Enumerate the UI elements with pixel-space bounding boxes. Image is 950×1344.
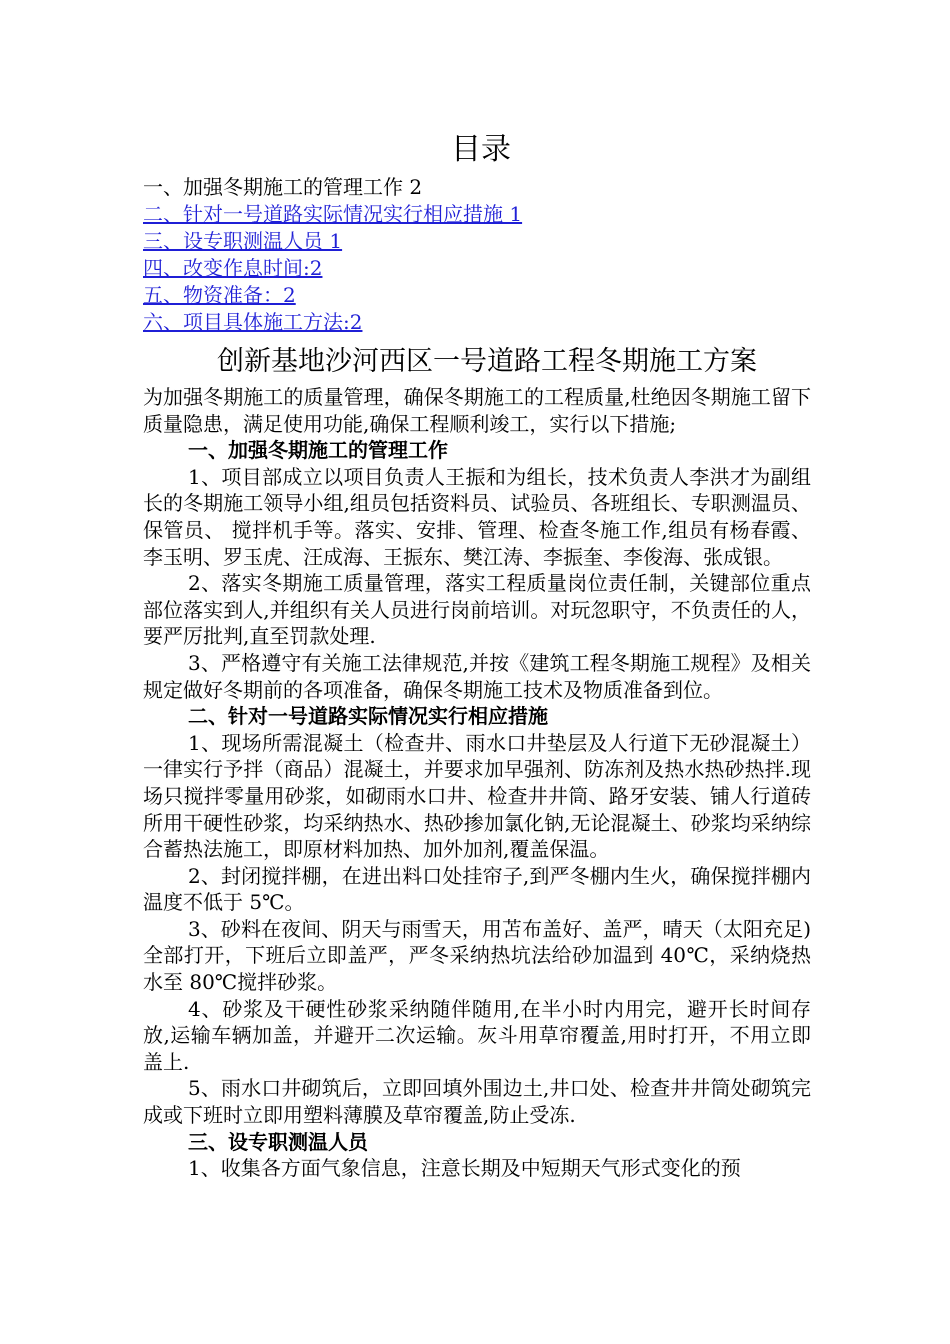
document-title: 创新基地沙河西区一号道路工程冬期施工方案 [217, 346, 757, 377]
toc-entry-1: 一、加强冬期施工的管理工作 2 [143, 175, 423, 199]
intro-paragraph: 为加强冬期施工的质量管理，确保冬期施工的工程质量,杜绝因冬期施工留下质量隐患，满足使用功能,确保工程顺利竣工，实行以下措施; [143, 385, 811, 436]
toc-link-5[interactable]: 五、物资准备：2 [143, 283, 296, 307]
toc-title: 目录 [451, 132, 511, 167]
section-heading-2: 二、针对一号道路实际情况实行相应措施 [188, 704, 548, 729]
table-of-contents [143, 174, 811, 336]
section2-paragraph-1: 1、现场所需混凝土（检查井、雨水口井垫层及人行道下无砂混凝土）一律实行予拌（商品）混凝土，并要求加早强剂、防冻剂及热水热砂热拌.现场只搅拌零量用砂浆，如砌雨水口井、检查井井筒、路牙安装、铺人行道砖所用干硬性砂浆，均采纳热水、热砂掺加氯化钠,无论混凝土、砂浆均采纳综合蓄热法施工，即原材料加热、加外加剂,覆盖保温。 [143, 730, 811, 862]
section1-paragraph-1: 1、项目部成立以项目负责人王振和为组长，技术负责人李洪才为副组长的冬期施工领导小组,组员包括资料员、试验员、各班组长、专职测温员、保管员、 搅拌机手等。落实、安排、管理、检查冬施工作,组员有杨春霞、李玉明、罗玉虎、汪成海、王振东、樊江涛、李振奎、李俊海、张成银。 [143, 464, 811, 569]
toc-link-4[interactable]: 四、改变作息时间:2 [143, 256, 323, 280]
toc-link-6[interactable]: 六、项目具体施工方法:2 [143, 310, 363, 334]
section-heading-3: 三、设专职测温人员 [188, 1129, 368, 1154]
document-page [143, 128, 811, 1182]
toc-link-3[interactable]: 三、设专职测温人员 1 [143, 229, 343, 253]
section2-paragraph-4: 4、砂浆及干硬性砂浆采纳随伴随用,在半小时内用完，避开长时间存放,运输车辆加盖，并避开二次运输。灰斗用草帘覆盖,用时打开，不用立即盖上. [143, 996, 811, 1074]
section3-paragraph-1: 1、收集各方面气象信息，注意长期及中短期天气形式变化的预 [188, 1156, 741, 1181]
section2-paragraph-2: 2、封闭搅拌棚，在进出料口处挂帘子,到严冬棚内生火，确保搅拌棚内温度不低于 5℃。 [143, 863, 811, 915]
section2-paragraph-3: 3、砂料在夜间、阴天与雨雪天，用苫布盖好、盖严，晴天（太阳充足)全部打开，下班后立即盖严，严冬采纳热坑法给砂加温到 40℃，采纳烧热水至 80℃搅拌砂浆。 [143, 916, 811, 995]
section-heading-1: 一、加强冬期施工的管理工作 [188, 438, 448, 463]
section1-paragraph-2: 2、落实冬期施工质量管理，落实工程质量岗位责任制，关键部位重点部位落实到人,并组织有关人员进行岗前培训。对玩忽职守，不负责任的人，要严厉批判,直至罚款处理. [143, 571, 811, 649]
toc-link-2[interactable]: 二、针对一号道路实际情况实行相应措施 1 [143, 202, 523, 226]
section2-paragraph-5: 5、雨水口井砌筑后，立即回填外围边土,井口处、检查井井筒处砌筑完成或下班时立即用塑料薄膜及草帘覆盖,防止受冻. [143, 1076, 811, 1128]
section1-paragraph-3: 3、严格遵守有关施工法律规范,并按《建筑工程冬期施工规程》及相关规定做好冬期前的各项准备，确保冬期施工技术及物质准备到位。 [143, 650, 811, 702]
